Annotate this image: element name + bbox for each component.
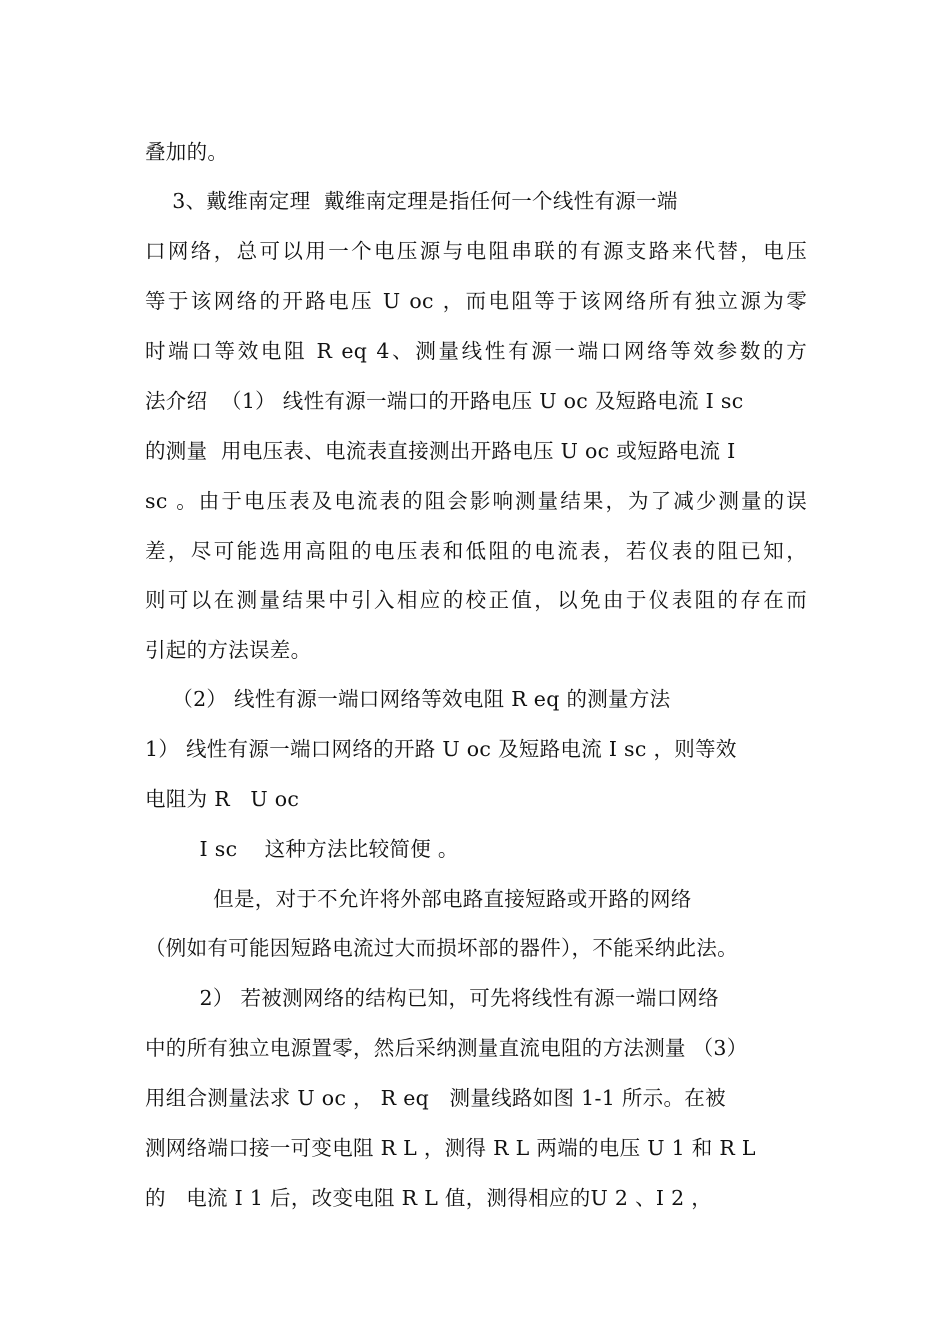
text-line: 但是，对于不允许将外部电路直接短路或开路的网络 xyxy=(145,887,692,911)
text-line: I sc 这种方法比较简便 。 xyxy=(145,837,459,861)
text-line: 测网络端口接一可变电阻 R L ，测得 R L 两端的电压 U 1 和 R L xyxy=(145,1136,756,1160)
text-line: 引起的方法误差。 xyxy=(145,638,312,662)
text-line: 法介绍 （1） 线性有源一端口的开路电压 U oc 及短路电流 I sc xyxy=(145,389,744,413)
text-line: 则可以在测量结果中引入相应的校正值，以免由于仪表阻的存在而 xyxy=(145,588,807,612)
text-line: 等于该网络的开路电压 U oc ，而电阻等于该网络所有独立源为零 xyxy=(145,289,807,313)
text-line: 差，尽可能选用高阻的电压表和低阻的电流表，若仪表的阻已知， xyxy=(145,539,807,563)
text-line: 2） 若被测网络的结构已知，可先将线性有源一端口网络 xyxy=(145,986,719,1010)
text-line: 的 电流 I 1 后，改变电阻 R L 值，测得相应的U 2 、I 2 ， xyxy=(145,1186,713,1210)
text-line: 用组合测量法求 U oc ， R eq 测量线路如图 1-1 所示。在被 xyxy=(145,1086,726,1110)
text-line: 3、戴维南定理 戴维南定理是指任何一个线性有源一端 xyxy=(145,189,678,213)
text-line: 叠加的。 xyxy=(145,140,229,164)
text-line: 口网络，总可以用一个电压源与电阻串联的有源支路来代替，电压 xyxy=(145,239,807,263)
text-line: （2） 线性有源一端口网络等效电阻 R eq 的测量方法 xyxy=(145,687,671,711)
text-line: 1） 线性有源一端口网络的开路 U oc 及短路电流 I sc ，则等效 xyxy=(145,737,737,761)
text-line: 时端口等效电阻 R eq 4、测量线性有源一端口网络等效参数的方 xyxy=(145,339,807,363)
text-line: （例如有可能因短路电流过大而损坏部的器件），不能采纳此法。 xyxy=(145,936,738,960)
text-line: 电阻为 R U oc xyxy=(145,787,300,811)
text-line: 的测量 用电压表、电流表直接测出开路电压 U oc 或短路电流 I xyxy=(145,439,736,463)
text-line: sc 。由于电压表及电流表的阻会影响测量结果，为了减少测量的误 xyxy=(145,489,807,513)
text-line: 中的所有独立电源置零，然后采纳测量直流电阻的方法测量 （3） xyxy=(145,1036,748,1060)
